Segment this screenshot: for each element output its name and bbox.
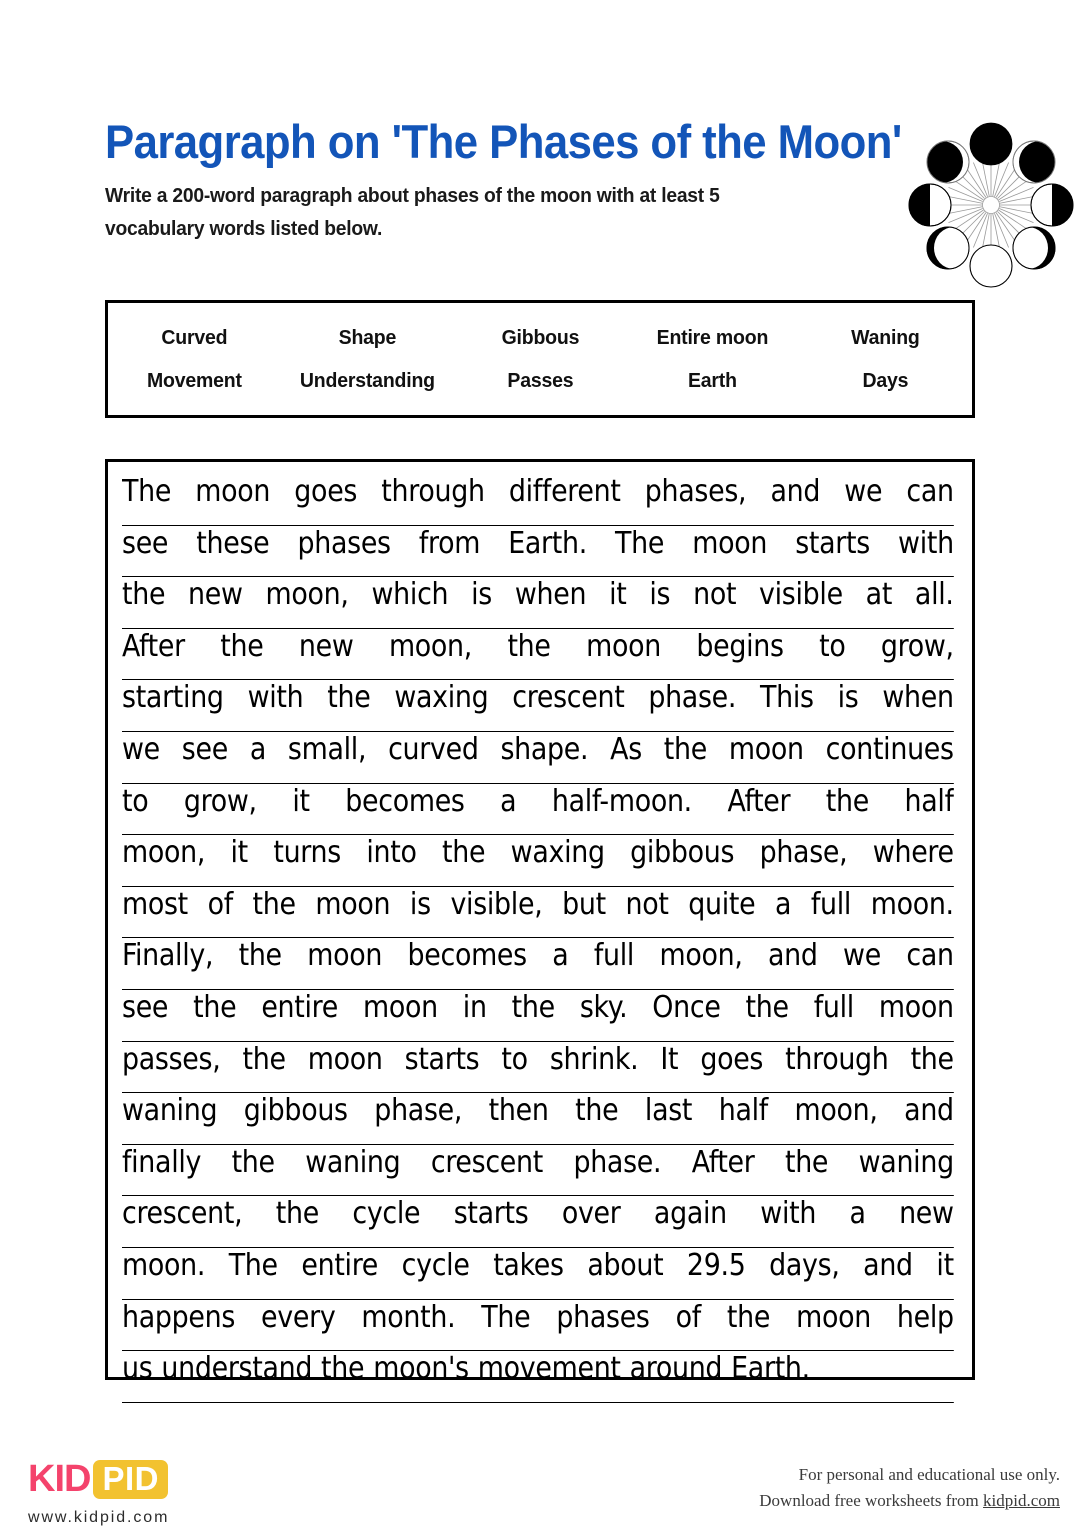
logo-pid-text: PID: [102, 1459, 159, 1497]
paragraph-word: the: [511, 989, 555, 1025]
paragraph-word: which: [371, 577, 449, 613]
paragraph-word: moon: [878, 989, 954, 1025]
paragraph-line: [122, 1351, 954, 1403]
paragraph-word: the: [231, 1144, 275, 1180]
paragraph-line: [122, 577, 954, 629]
paragraph-word: these: [196, 525, 270, 561]
moon-phase-last-quarter: [1031, 184, 1073, 226]
paragraph-word: quite: [688, 886, 756, 922]
paragraph-word: starts: [404, 1041, 480, 1077]
paragraph-word: phases: [297, 525, 391, 561]
moon-phases-wheel-icon: [908, 122, 1074, 288]
paragraph-line: [122, 887, 954, 939]
paragraph-word: Finally,: [122, 938, 214, 974]
paragraph-word: moon: [796, 1299, 871, 1335]
paragraph-word: can: [906, 474, 954, 509]
paragraph-word: finally: [122, 1144, 202, 1180]
paragraph-word: we: [843, 938, 881, 974]
paragraph-word: phase,: [374, 1093, 463, 1129]
paragraph-word: half: [904, 783, 954, 819]
paragraph-word: with: [247, 680, 304, 716]
paragraph-word: moon: [586, 628, 661, 664]
paragraph-word: The: [481, 1299, 531, 1335]
paragraph-word: a: [774, 886, 792, 922]
paragraph-word: moon's: [373, 1351, 469, 1387]
paragraph-word: 29.5: [686, 1247, 746, 1283]
paragraph-word: through: [785, 1041, 889, 1077]
paragraph-word: with: [898, 525, 954, 561]
paragraph-word: curved: [388, 731, 479, 767]
paragraph-word: full: [593, 938, 635, 974]
logo-website-url: www.kidpid.com: [28, 1509, 170, 1526]
page-title: Paragraph on 'The Phases of the Moon': [105, 115, 902, 168]
vocabulary-word: Entire moon: [657, 325, 769, 349]
paragraph-word: to: [819, 628, 846, 664]
footer-note-line2: [759, 1488, 1060, 1514]
paragraph-word: crescent,: [122, 1196, 243, 1232]
paragraph-word: it: [230, 835, 248, 871]
paragraph-word: see: [181, 731, 228, 767]
paragraph-line: [122, 990, 954, 1042]
paragraph-word: crescent: [430, 1144, 543, 1180]
paragraph-line: [122, 938, 954, 990]
paragraph-word: the: [321, 1351, 365, 1387]
paragraph-word: see: [122, 525, 169, 561]
worksheet-header: [105, 115, 985, 293]
paragraph-word: becomes: [345, 783, 465, 819]
paragraph-word: about: [587, 1247, 664, 1283]
paragraph-word: goes: [294, 474, 358, 509]
paragraph-word: over: [561, 1196, 621, 1232]
paragraph-word: with: [760, 1196, 817, 1232]
paragraph-word: it: [936, 1247, 954, 1283]
paragraph-word: After: [691, 1144, 755, 1180]
paragraph-word: it: [292, 783, 310, 819]
paragraph-word: around: [629, 1351, 723, 1387]
paragraph-word: last: [644, 1093, 693, 1129]
paragraph-word: is: [409, 886, 431, 922]
paragraph-word: phase,: [759, 835, 848, 871]
paragraph-word: moon: [692, 525, 768, 561]
paragraph-word: from: [418, 525, 481, 561]
paragraph-word: again: [653, 1196, 727, 1232]
vocabulary-word: Gibbous: [501, 325, 579, 349]
paragraph-word: waxing: [394, 680, 489, 716]
paragraph-word: gibbous: [630, 835, 735, 871]
paragraph-word: and: [863, 1247, 913, 1283]
paragraph-word: moon,: [794, 1093, 878, 1129]
vocabulary-word: Passes: [506, 368, 573, 392]
paragraph-word: through: [381, 474, 485, 509]
answer-paragraph-box[interactable]: [105, 459, 975, 1387]
paragraph-word: the: [745, 989, 789, 1025]
paragraph-word: moon.: [122, 1247, 206, 1283]
vocabulary-word: Earth: [688, 368, 738, 392]
paragraph-line: [122, 526, 954, 578]
paragraph-word: turns: [273, 835, 341, 871]
paragraph-word: the: [193, 989, 237, 1025]
vocabulary-word: Movement: [146, 368, 242, 392]
paragraph-line: [122, 1300, 954, 1352]
paragraph-word: into: [366, 835, 417, 871]
paragraph-word: passes,: [122, 1041, 221, 1077]
paragraph-word: waning: [305, 1144, 401, 1180]
paragraph-word: moon: [307, 1041, 383, 1077]
vocabulary-row: [108, 326, 972, 350]
paragraph-word: goes: [700, 1041, 764, 1077]
paragraph-word: not: [625, 886, 669, 922]
vocabulary-word: Waning: [851, 325, 920, 349]
logo-pid-badge: [93, 1460, 168, 1499]
paragraph-line: [122, 1042, 954, 1094]
kidpid-logo[interactable]: [28, 1458, 328, 1527]
logo-mark: [28, 1458, 328, 1500]
paragraph-word: grow,: [880, 628, 954, 664]
paragraph-word: is: [837, 680, 859, 716]
moon-phase-waxing-gibbous: [921, 141, 969, 183]
paragraph-word: This: [760, 680, 814, 716]
paragraph-word: Once: [652, 989, 721, 1025]
paragraph-word: After: [727, 783, 791, 819]
paragraph-word: continues: [825, 731, 954, 767]
paragraph-word: starts: [795, 525, 870, 561]
paragraph-word: The: [228, 1247, 278, 1283]
paragraph-word: most: [122, 886, 188, 922]
paragraph-word: cycle: [401, 1247, 470, 1283]
paragraph-word: grow,: [183, 783, 257, 819]
moon-phase-full: [970, 123, 1012, 165]
paragraph-word: all.: [914, 577, 954, 613]
paragraph-line: [122, 474, 954, 526]
paragraph-word: understand: [161, 1351, 313, 1387]
paragraph-word: The: [615, 525, 665, 561]
paragraph-word: phase.: [573, 1144, 662, 1180]
paragraph-word: starts: [453, 1196, 529, 1232]
paragraph-word: the: [242, 1041, 286, 1077]
paragraph-word: The: [122, 474, 172, 509]
paragraph-word: It: [660, 1041, 679, 1077]
paragraph-word: crescent: [512, 680, 625, 716]
paragraph-word: small,: [287, 731, 367, 767]
paragraph-word: a: [500, 783, 517, 819]
vocabulary-row: [108, 369, 972, 393]
paragraph-word: the: [575, 1093, 619, 1129]
paragraph-line: [122, 1093, 954, 1145]
paragraph-line: [122, 1145, 954, 1197]
paragraph-word: and: [767, 938, 818, 974]
paragraph-word: at: [865, 577, 893, 613]
paragraph-word: when: [514, 577, 587, 613]
paragraph-word: cycle: [352, 1196, 421, 1232]
paragraph-word: gibbous: [243, 1093, 348, 1129]
paragraph-word: the: [726, 1299, 771, 1335]
paragraph-word: sky.: [579, 989, 628, 1025]
paragraph-word: the: [825, 783, 869, 819]
moon-phase-waning-gibbous: [1013, 141, 1061, 183]
paragraph-word: shrink.: [549, 1041, 639, 1077]
moon-phase-waning-crescent: [1008, 227, 1055, 269]
footer-attribution: [759, 1462, 1060, 1514]
paragraph-word: the: [663, 731, 707, 767]
paragraph-word: of: [675, 1299, 701, 1335]
paragraph-word: and: [770, 474, 821, 509]
paragraph-word: see: [122, 989, 169, 1025]
paragraph-word: waning: [122, 1093, 218, 1129]
vocabulary-word-bank: [105, 300, 975, 418]
paragraph-word: As: [610, 731, 642, 767]
paragraph-word: moon: [315, 886, 391, 922]
paragraph-word: the: [275, 1196, 319, 1232]
paragraph-word: to: [501, 1041, 528, 1077]
paragraph-word: movement: [477, 1351, 621, 1387]
paragraph-word: the: [784, 1144, 829, 1180]
paragraph-line: [122, 629, 954, 681]
vocabulary-word: Understanding: [299, 368, 435, 392]
paragraph-word: begins: [696, 628, 784, 664]
paragraph-word: to: [122, 783, 149, 819]
paragraph-word: days,: [769, 1247, 840, 1283]
kidpid-link[interactable]: kidpid.com: [983, 1490, 1060, 1510]
paragraph-word: entire: [301, 1247, 379, 1283]
paragraph-word: takes: [493, 1247, 564, 1283]
paragraph-word: phase.: [648, 680, 737, 716]
paragraph-word: different: [508, 474, 621, 509]
paragraph-word: moon,: [265, 577, 349, 613]
paragraph-word: phases: [556, 1299, 650, 1335]
paragraph-word: visible: [759, 577, 843, 613]
paragraph-word: the: [910, 1041, 954, 1077]
paragraph-word: the: [442, 835, 486, 871]
paragraph-line: [122, 680, 954, 732]
paragraph-word: and: [904, 1093, 954, 1129]
paragraph-word: moon.: [870, 886, 954, 922]
vocabulary-word: Shape: [338, 325, 396, 349]
paragraph-word: a: [249, 731, 267, 767]
paragraph-word: we: [122, 731, 160, 767]
paragraph-word: Earth.: [731, 1351, 810, 1387]
paragraph-word: starting: [122, 680, 224, 716]
paragraph-word: waning: [858, 1144, 954, 1180]
paragraph-word: half: [718, 1093, 768, 1129]
paragraph-word: can: [906, 938, 954, 974]
paragraph-word: a: [552, 938, 569, 974]
paragraph-word: it: [609, 577, 627, 613]
paragraph-word: Earth.: [508, 525, 587, 561]
paragraph-word: full: [813, 989, 854, 1025]
paragraph-word: us: [122, 1351, 153, 1387]
paragraph-word: every: [261, 1299, 336, 1335]
paragraph-word: the: [238, 938, 282, 974]
paragraph-word: the: [122, 577, 166, 613]
paragraph-word: new: [188, 577, 243, 613]
paragraph-word: moon: [307, 938, 383, 974]
vocabulary-word: Curved: [161, 325, 228, 349]
paragraph-word: is: [471, 577, 493, 613]
logo-kid-text: KID: [28, 1458, 91, 1500]
paragraph-word: not: [693, 577, 737, 613]
paragraph-word: when: [882, 680, 954, 716]
paragraph-word: moon,: [388, 628, 473, 664]
paragraph-word: the: [220, 628, 264, 664]
paragraph-word: half-moon.: [551, 783, 692, 819]
paragraph-word: is: [649, 577, 671, 613]
paragraph-word: we: [844, 474, 883, 509]
moon-phase-first-quarter: [909, 184, 951, 226]
paragraph-word: where: [872, 835, 954, 871]
footer-note-line1: For personal and educational use only.: [798, 1465, 1060, 1484]
paragraph-line: [122, 1196, 954, 1248]
paragraph-word: a: [849, 1196, 866, 1232]
paragraph-line: [122, 835, 954, 887]
paragraph-word: moon,: [122, 835, 206, 871]
paragraph-word: moon: [195, 474, 271, 509]
paragraph-word: help: [896, 1299, 954, 1335]
page-instructions: Write a 200-word paragraph about phases of the moon with at least 5 vocabulary words listed below.: [105, 184, 720, 241]
moon-phase-new: [970, 245, 1012, 287]
paragraph-word: becomes: [407, 938, 527, 974]
moon-phase-waxing-crescent: [927, 227, 974, 269]
paragraph-word: After: [122, 628, 185, 664]
paragraph-word: phases,: [644, 474, 747, 509]
paragraph-word: the: [507, 628, 551, 664]
paragraph-word: new: [298, 628, 354, 664]
paragraph-word: full: [810, 886, 852, 922]
footer-note-prefix: Download free worksheets from: [759, 1490, 984, 1510]
paragraph-word: shape.: [500, 731, 589, 767]
paragraph-line: [122, 784, 954, 836]
paragraph-word: but: [562, 886, 606, 922]
paragraph-word: moon: [362, 989, 438, 1025]
paragraph-word: waxing: [510, 835, 605, 871]
paragraph-word: moon,: [659, 938, 743, 974]
paragraph-word: in: [462, 989, 487, 1025]
paragraph-word: then: [488, 1093, 549, 1129]
paragraph-lines: [122, 474, 958, 1403]
paragraph-word: moon: [728, 731, 804, 767]
paragraph-word: new: [899, 1196, 954, 1232]
paragraph-line: [122, 732, 954, 784]
vocabulary-word: Days: [862, 368, 909, 392]
paragraph-word: visible,: [450, 886, 543, 922]
paragraph-word: the: [252, 886, 296, 922]
paragraph-word: month.: [361, 1299, 456, 1335]
paragraph-line: [122, 1248, 954, 1300]
paragraph-word: entire: [261, 989, 338, 1025]
paragraph-word: the: [327, 680, 371, 716]
paragraph-word: of: [207, 886, 233, 922]
paragraph-word: happens: [122, 1299, 236, 1335]
